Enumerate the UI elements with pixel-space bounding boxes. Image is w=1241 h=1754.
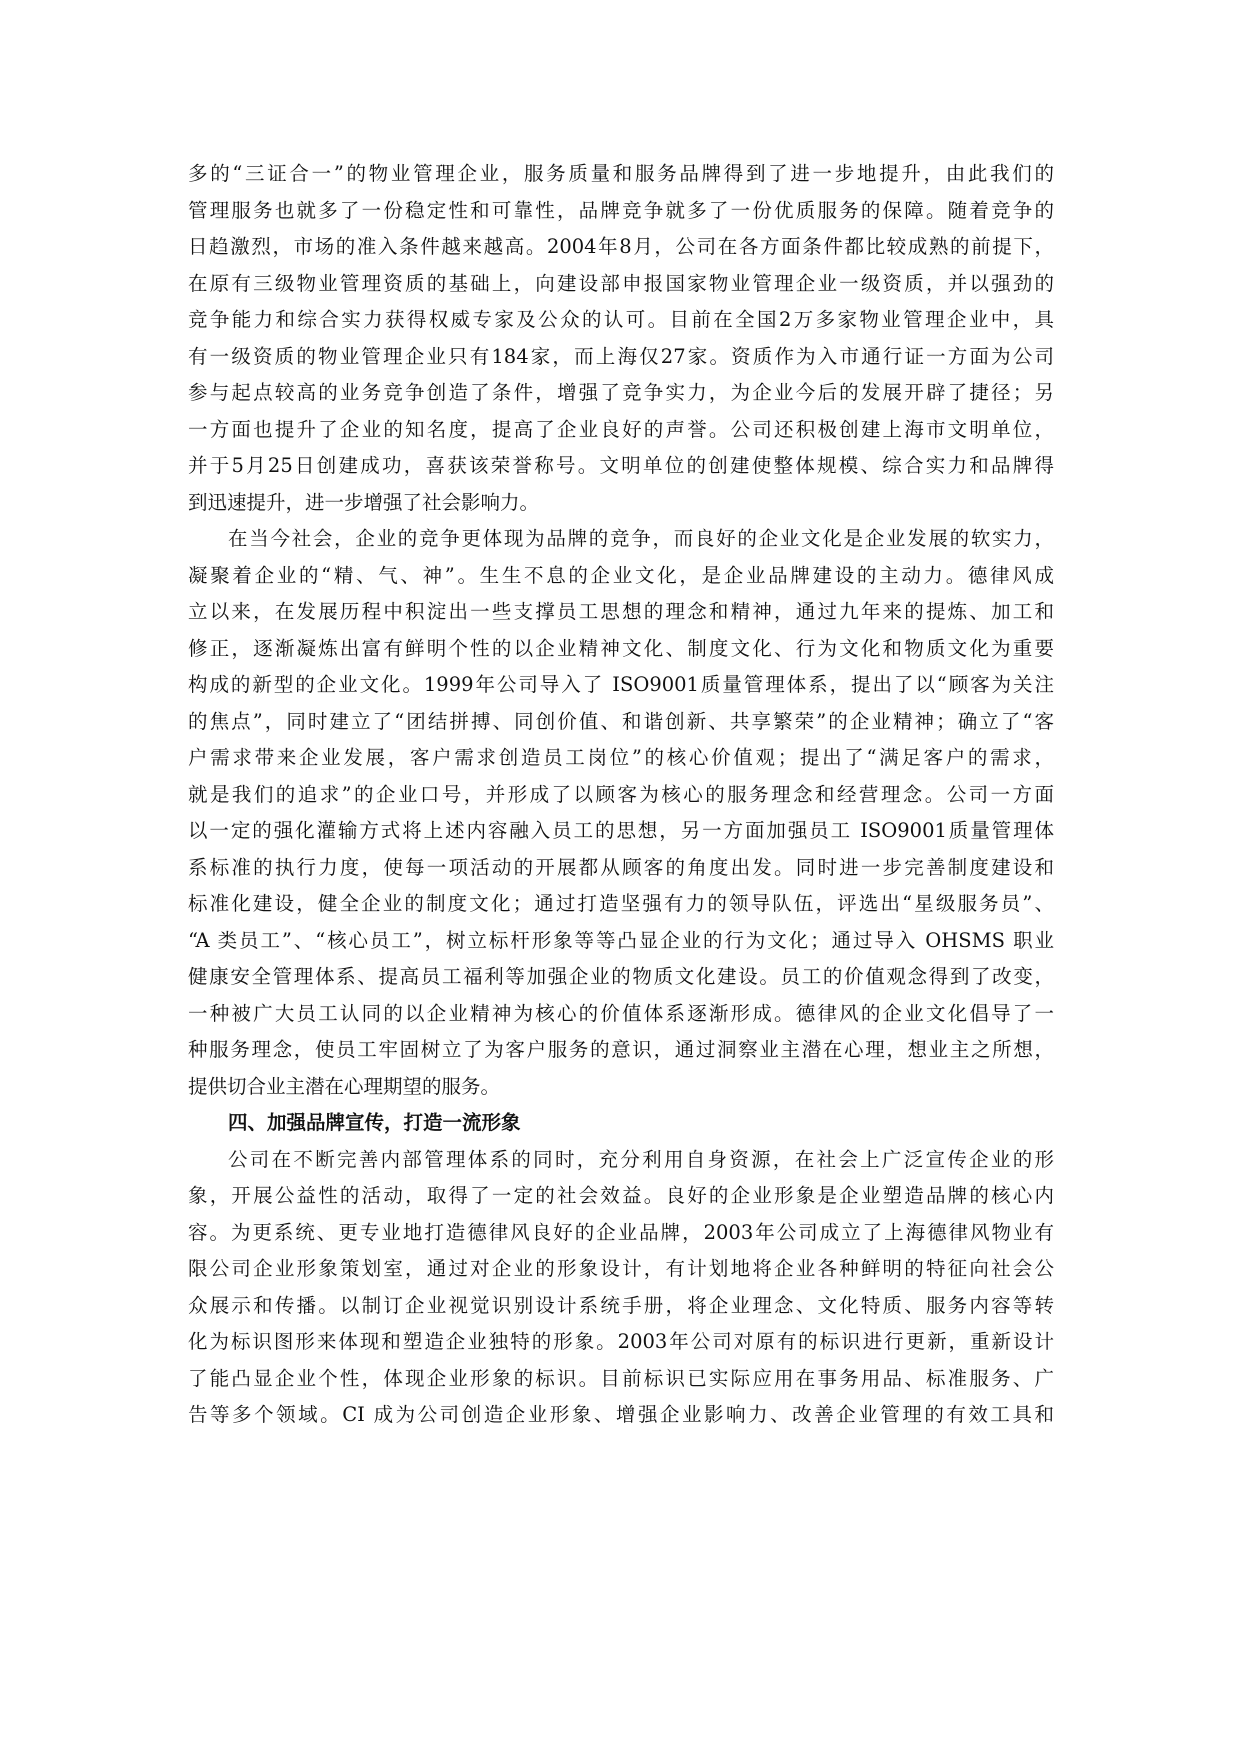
text-line: 并于5月25日创建成功，喜获该荣誉称号。文明单位的创建使整体规模、综合实力和品牌得	[188, 454, 1054, 477]
text-line: 容。为更系统、更专业地打造德律风良好的企业品牌，2003年公司成立了上海德律风物业有	[188, 1220, 1054, 1244]
text-line: 了能凸显企业个性，体现企业形象的标识。目前标识已实际应用在事务用品、标准服务、广	[188, 1366, 1054, 1390]
text-line: 化为标识图形来体现和塑造企业独特的形象。2003年公司对原有的标识进行更新，重新设计	[188, 1330, 1054, 1353]
text-line: 告等多个领域。CI 成为公司创造企业形象、增强企业影响力、改善企业管理的有效工具和	[188, 1403, 1054, 1426]
text-line: 竞争能力和综合实力获得权威专家及公众的认可。目前在全国2万多家物业管理企业中，具	[188, 308, 1054, 331]
text-line: 象，开展公益性的活动，取得了一定的社会效益。良好的企业形象是企业塑造品牌的核心内	[188, 1184, 1054, 1207]
text-line: 种服务理念，使员工牢固树立了为客户服务的意识，通过洞察业主潜在心理，想业主之所想，	[188, 1038, 1054, 1061]
text-line: 限公司企业形象策划室，通过对企业的形象设计，有计划地将企业各种鲜明的特征向社会公	[188, 1257, 1054, 1280]
text-line: 构成的新型的企业文化。1999年公司导入了 ISO9001质量管理体系，提出了以“顾客为关注	[188, 673, 1054, 696]
text-line: 修正，逐渐凝炼出富有鲜明个性的以企业精神文化、制度文化、行为文化和物质文化为重要	[188, 636, 1054, 660]
text-line: 一方面也提升了企业的知名度，提高了企业良好的声誉。公司还积极创建上海市文明单位，	[188, 417, 1054, 441]
text-line: 一种被广大员工认同的以企业精神为核心的价值体系逐渐形成。德律风的企业文化倡导了一	[188, 1001, 1054, 1025]
text-line: 健康安全管理体系、提高员工福利等加强企业的物质文化建设。员工的价值观念得到了改变，	[188, 965, 1054, 988]
text-line: 以一定的强化灌输方式将上述内容融入员工的思想，另一方面加强员工 ISO9001质量管理体	[188, 819, 1054, 842]
text-line: 在原有三级物业管理资质的基础上，向建设部申报国家物业管理企业一级资质，并以强劲的	[188, 271, 1054, 295]
text-line: 众展示和传播。以制订企业视觉识别设计系统手册，将企业理念、文化特质、服务内容等转	[188, 1293, 1054, 1317]
text-line: 在当今社会，企业的竞争更体现为品牌的竞争，而良好的企业文化是企业发展的软实力，	[228, 527, 1054, 550]
text-line: 就是我们的追求”的企业口号，并形成了以顾客为核心的服务理念和经营理念。公司一方面	[188, 782, 1054, 806]
document-page	[188, 156, 1054, 1434]
text-line: 凝聚着企业的“精、气、神”。生生不息的企业文化，是企业品牌建设的主动力。德律风成	[188, 563, 1054, 587]
text-line: 提供切合业主潜在心理期望的服务。	[188, 1074, 501, 1098]
text-line: 系标准的执行力度，使每一项活动的开展都从顾客的角度出发。同时进一步完善制度建设和	[188, 855, 1054, 879]
text-line: “A 类员工”、“核心员工”，树立标杆形象等等凸显企业的行为文化；通过导入 OHSMS 职业	[188, 928, 1054, 952]
text-line: 参与起点较高的业务竞争创造了条件，增强了竞争实力，为企业今后的发展开辟了捷径；另	[188, 381, 1054, 404]
section-heading: 四、加强品牌宣传，打造一流形象	[228, 1111, 521, 1134]
text-line: 的焦点”，同时建立了“团结拼搏、同创价值、和谐创新、共享繁荣”的企业精神；确立了“客	[188, 709, 1054, 733]
text-line: 标准化建设，健全企业的制度文化；通过打造坚强有力的领导队伍，评选出“星级服务员”、	[188, 892, 1054, 915]
text-line: 多的“三证合一”的物业管理企业，服务质量和服务品牌得到了进一步地提升，由此我们的	[188, 162, 1054, 185]
text-line: 有一级资质的物业管理企业只有184家，而上海仅27家。资质作为入市通行证一方面为公司	[188, 344, 1054, 368]
text-line: 立以来，在发展历程中积淀出一些支撑员工思想的理念和精神，通过九年来的提炼、加工和	[188, 600, 1054, 623]
text-line: 户需求带来企业发展，客户需求创造员工岗位”的核心价值观；提出了“满足客户的需求，	[188, 746, 1054, 769]
paragraph-1	[188, 156, 1054, 521]
text-line: 管理服务也就多了一份稳定性和可靠性，品牌竞争就多了一份优质服务的保障。随着竞争的	[188, 198, 1054, 222]
text-line: 到迅速提升，进一步增强了社会影响力。	[188, 490, 540, 514]
paragraph-3	[188, 1142, 1054, 1434]
paragraph-2	[188, 521, 1054, 1105]
text-line: 日趋激烈，市场的准入条件越来越高。2004年8月，公司在各方面条件都比较成熟的前提下，	[188, 235, 1054, 258]
text-line: 公司在不断完善内部管理体系的同时，充分利用自身资源，在社会上广泛宣传企业的形	[228, 1147, 1054, 1171]
